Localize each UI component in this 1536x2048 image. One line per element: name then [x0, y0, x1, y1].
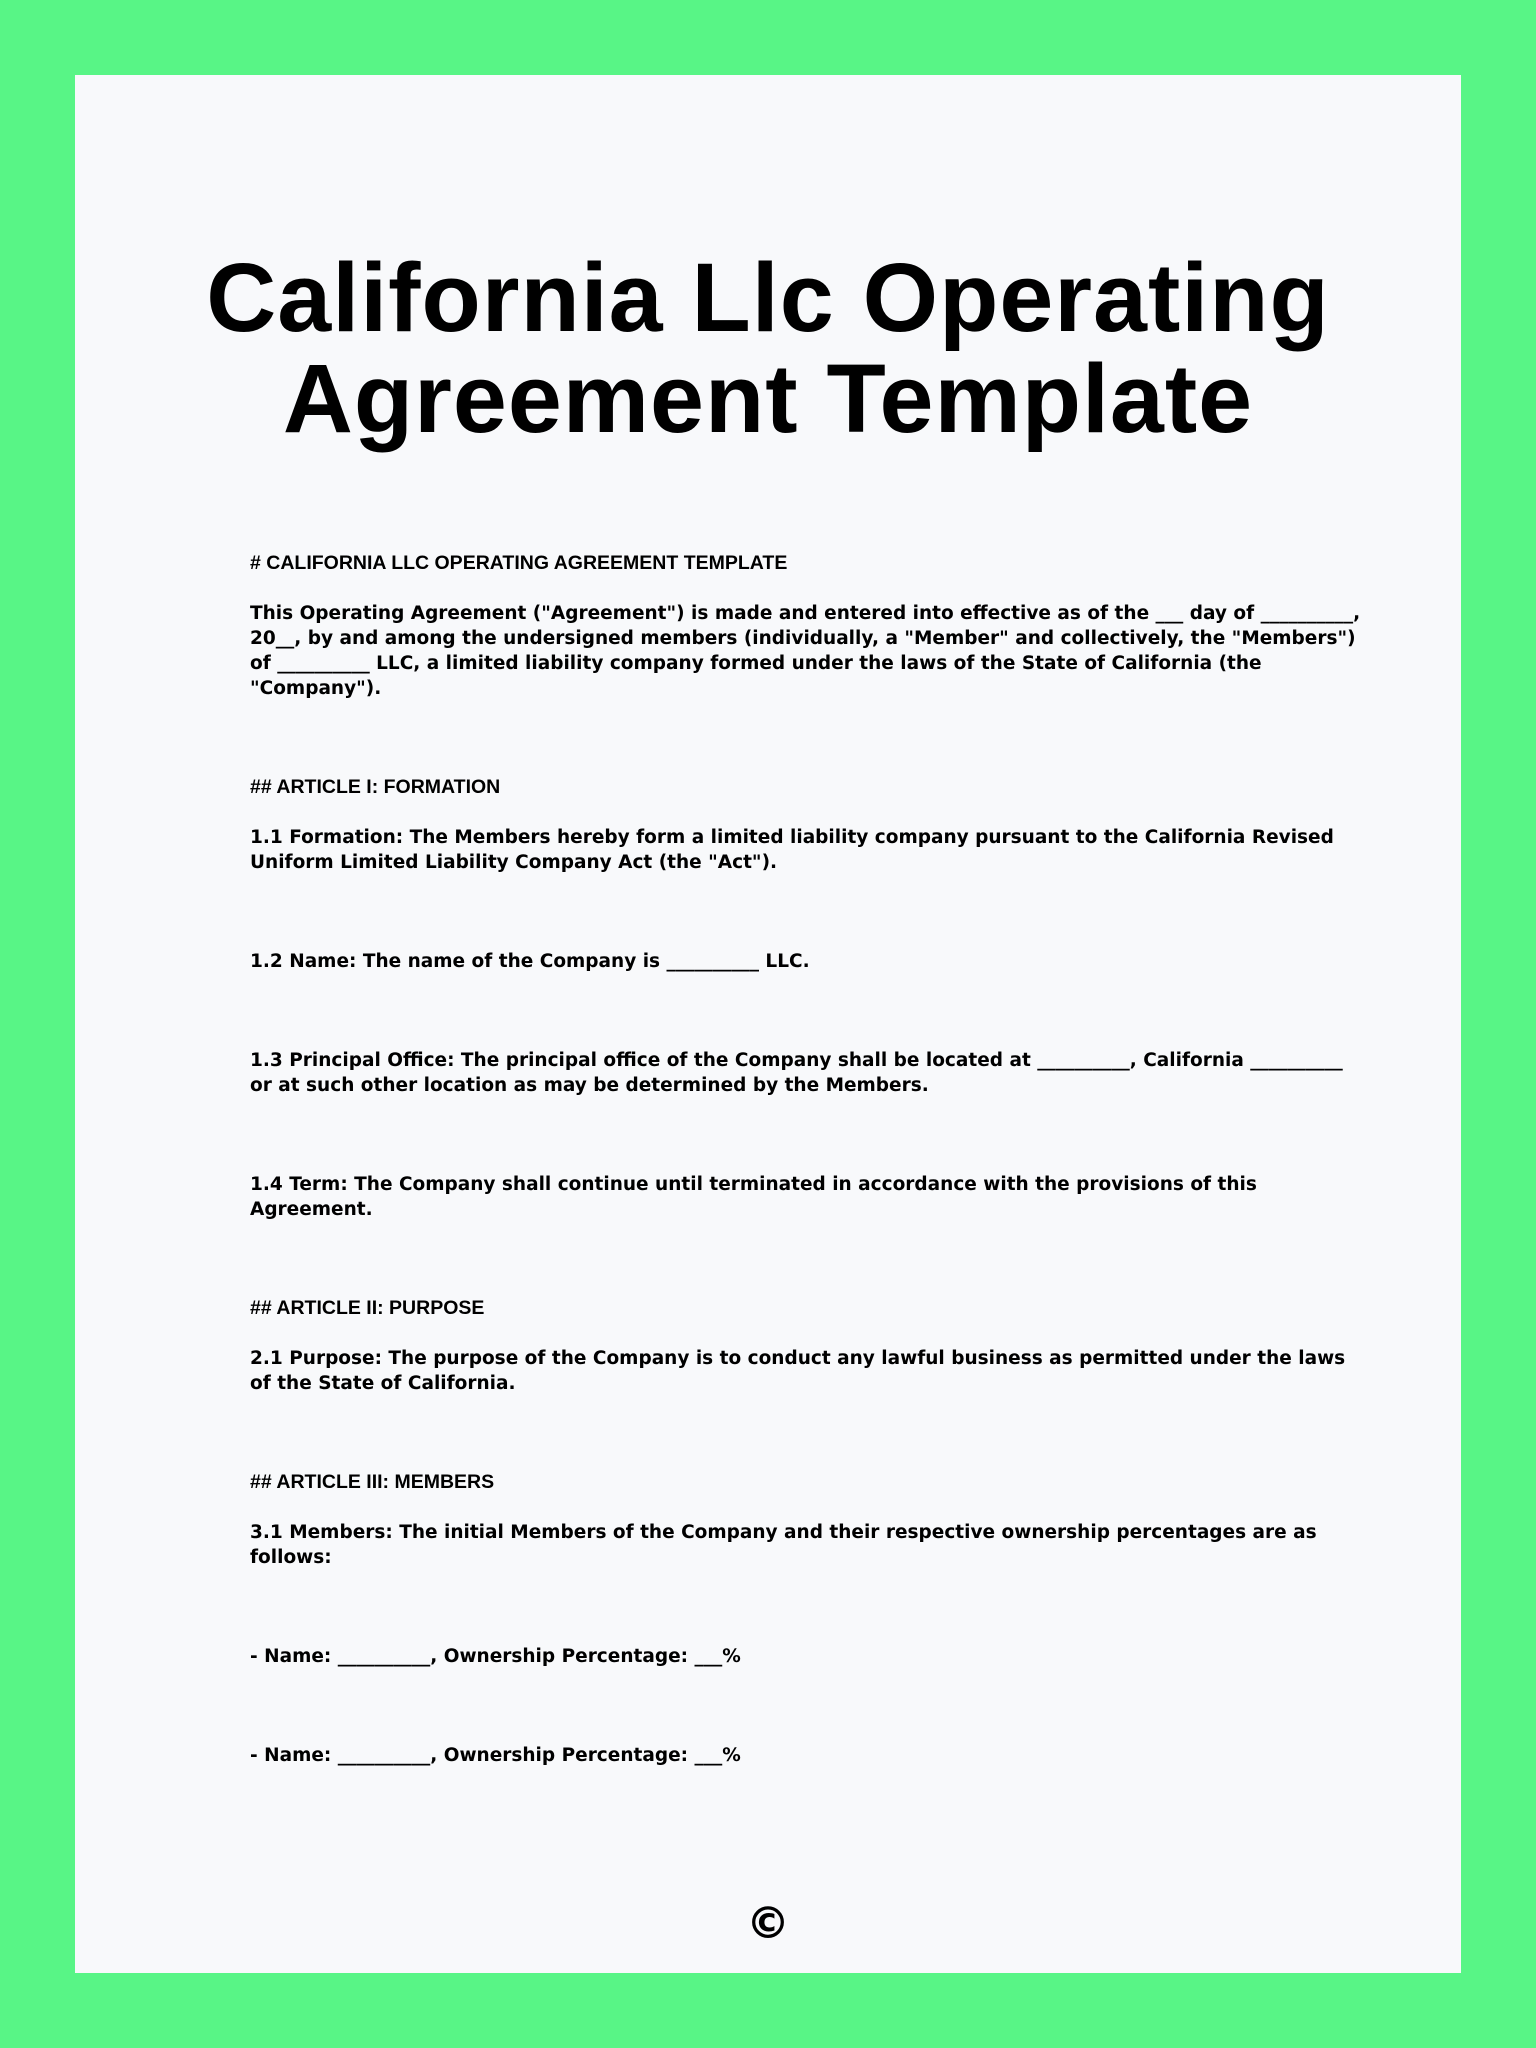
member-line-1: - Name: __________, Ownership Percentage: ___%	[250, 1646, 741, 1667]
section-1-4: 1.4 Term: The Company shall continue until terminated in accordance with the provisions of this Agreement.	[250, 1174, 1264, 1220]
member-line-2: - Name: __________, Ownership Percentage: ___%	[250, 1745, 741, 1766]
title-line-1: California Llc Operating	[206, 243, 1330, 352]
title-line-2: Agreement Template	[282, 344, 1254, 453]
document-page	[75, 75, 1461, 1973]
page-title	[75, 243, 1461, 453]
article-1-heading: ## ARTICLE I: FORMATION	[250, 776, 501, 798]
article-3-heading: ## ARTICLE III: MEMBERS	[250, 1471, 495, 1493]
section-1-2: 1.2 Name: The name of the Company is __________ LLC.	[250, 951, 810, 972]
main-heading: # CALIFORNIA LLC OPERATING AGREEMENT TEMPLATE	[250, 552, 788, 574]
copyright-icon: ©	[746, 1898, 790, 1949]
section-2-1: 2.1 Purpose: The purpose of the Company is to conduct any lawful business as permitted under the laws of the State of California.	[250, 1348, 1352, 1394]
intro-paragraph: This Operating Agreement ("Agreement") is made and entered into effective as of the ___ day of __________, 20__, by and among the undersigned members (individually, a "Member" and collectively, the "Members") of __________ LLC, a limited liability company formed under the laws of the State of California (the "Company").	[250, 603, 1367, 699]
section-1-3: 1.3 Principal Office: The principal office of the Company shall be located at __________, California __________ or at such other location as may be determined by the Members.	[250, 1050, 1350, 1096]
document-body	[250, 551, 1368, 1768]
section-3-1: 3.1 Members: The initial Members of the Company and their respective ownership percentages are as follows:	[250, 1522, 1324, 1568]
section-1-1: 1.1 Formation: The Members hereby form a limited liability company pursuant to the California Revised Uniform Limited Liability Company Act (the "Act").	[250, 827, 1341, 873]
article-2-heading: ## ARTICLE II: PURPOSE	[250, 1297, 485, 1319]
